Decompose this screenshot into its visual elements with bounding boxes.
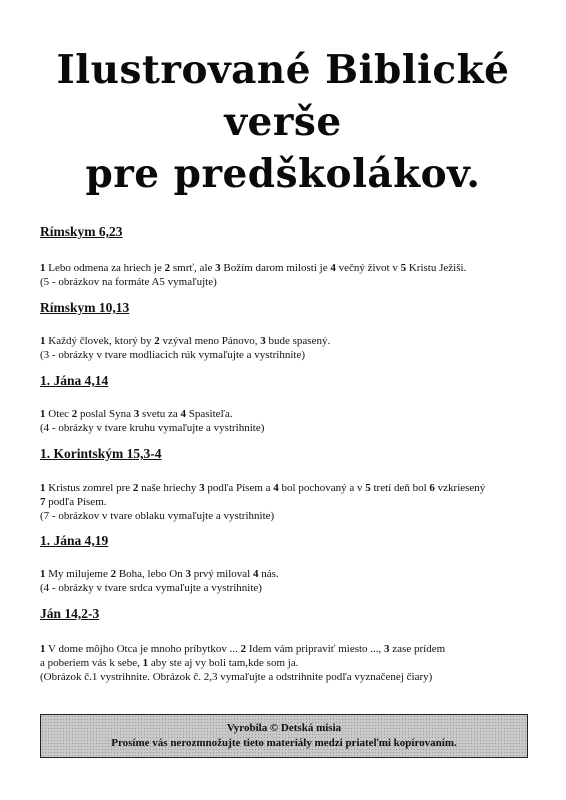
verse-line xyxy=(40,348,540,362)
footer-copy-notice: Prosíme vás nerozmnožujte tieto materiály medzi priateľmi kopírovaním. xyxy=(111,737,457,749)
verse-text: Kristus zomrel pre xyxy=(45,482,133,494)
verse-part-number: 3 xyxy=(185,568,191,580)
verse-text: Každý človek, ktorý by xyxy=(45,335,155,347)
verse-section xyxy=(40,300,540,362)
verse-part-number: 1 xyxy=(40,262,46,274)
verse-line xyxy=(40,407,540,421)
verse-body xyxy=(40,481,540,523)
verse-text: podľa Písem a xyxy=(204,482,274,494)
verse-body xyxy=(40,334,540,362)
verse-text: aby ste aj vy boli tam,kde som ja. xyxy=(148,657,299,669)
verse-text: bol pochovaný a v xyxy=(278,482,366,494)
verse-line xyxy=(40,481,540,495)
verse-line xyxy=(40,670,540,684)
verse-text: Lebo odmena za hriech je xyxy=(45,262,165,274)
footer-notice xyxy=(40,714,528,758)
verse-part-number: 3 xyxy=(199,482,205,494)
verse-text: bude spasený. xyxy=(265,335,331,347)
verse-text: Boha, lebo On xyxy=(116,568,186,580)
verse-part-number: 2 xyxy=(132,482,139,494)
verse-text: (5 - obrázkov na formáte A5 vymaľujte) xyxy=(40,276,217,288)
title-line-1: Ilustrované Biblické xyxy=(56,47,510,93)
verse-part-number: 1 xyxy=(40,482,46,494)
page-title xyxy=(0,44,566,200)
verse-line xyxy=(40,261,540,275)
verse-part-number: 1 xyxy=(40,335,46,347)
verse-part-number: 1 xyxy=(40,408,46,420)
verse-text: prvý miloval xyxy=(190,568,253,580)
verse-reference: Ján 14,2-3 xyxy=(40,606,100,621)
verse-part-number: 2 xyxy=(154,335,160,347)
verse-body xyxy=(40,261,540,289)
verse-text: tretí deň bol xyxy=(370,482,430,494)
verse-reference: 1. Jána 4,14 xyxy=(40,373,109,388)
verse-part-number: 2 xyxy=(240,643,247,655)
verse-line xyxy=(40,495,540,509)
verse-part-number: 3 xyxy=(215,262,221,274)
verse-text: Otec xyxy=(45,408,72,420)
verse-part-number: 2 xyxy=(71,408,78,420)
verse-section xyxy=(40,606,540,684)
verse-section xyxy=(40,224,540,289)
verse-text: Božím darom milosti je xyxy=(220,262,331,274)
verse-text: (3 - obrázky v tvare modliacich rúk vymaľujte a vystrihnite) xyxy=(40,349,306,361)
verse-text: smrť, ale xyxy=(170,262,216,274)
verse-reference: 1. Korintským 15,3-4 xyxy=(40,446,162,461)
verse-part-number: 7 xyxy=(40,496,46,508)
verse-part-number: 5 xyxy=(400,262,407,274)
verse-text: poslal Syna xyxy=(77,408,134,420)
verse-part-number: 5 xyxy=(365,482,371,494)
title-line-2: verše xyxy=(224,99,342,145)
verse-line xyxy=(40,581,540,595)
verse-reference: 1. Jána 4,19 xyxy=(40,533,109,548)
verse-line xyxy=(40,567,540,581)
verse-text: podľa Písem. xyxy=(45,496,107,508)
title-line-3: pre predškolákov. xyxy=(85,151,481,197)
verse-text: V dome môjho Otca je mnoho príbytkov ... xyxy=(45,643,241,655)
verse-body xyxy=(40,407,540,435)
verse-text: a poberiem vás k sebe, xyxy=(40,657,143,669)
verse-text: Idem vám pripraviť miesto ..., xyxy=(246,643,385,655)
verse-text: vzýval meno Pánovo, xyxy=(159,335,261,347)
verse-part-number: 2 xyxy=(110,568,117,580)
verse-line xyxy=(40,421,540,435)
verse-line xyxy=(40,509,540,523)
verse-text: (4 - obrázky v tvare kruhu vymaľujte a vystrihnite) xyxy=(40,422,265,434)
verse-part-number: 1 xyxy=(142,657,149,669)
verse-part-number: 1 xyxy=(40,643,46,655)
verse-part-number: 6 xyxy=(429,482,435,494)
verse-text: My milujeme xyxy=(45,568,111,580)
verse-body xyxy=(40,642,540,684)
verse-section xyxy=(40,446,540,523)
verse-text: svetu za xyxy=(139,408,181,420)
verse-reference: Rímskym 10,13 xyxy=(40,300,130,315)
verse-line xyxy=(40,275,540,289)
verse-text: zase prídem xyxy=(389,643,446,655)
verse-part-number: 4 xyxy=(180,408,187,420)
verse-section xyxy=(40,373,540,435)
verse-text: večný život v xyxy=(335,262,401,274)
verse-text: Spasiteľa. xyxy=(186,408,233,420)
verse-part-number: 3 xyxy=(260,335,266,347)
verse-text: Kristu Ježiši. xyxy=(406,262,467,274)
verse-text: (Obrázok č.1 vystrihnite. Obrázok č. 2,3 vymaľujte a odstrihnite podľa vyznačenej čiary) xyxy=(40,671,433,683)
verse-part-number: 1 xyxy=(40,568,46,580)
verse-part-number: 4 xyxy=(330,262,336,274)
verse-part-number: 3 xyxy=(384,643,390,655)
verse-body xyxy=(40,567,540,595)
verse-text: (7 - obrázkov v tvare oblaku vymaľujte a vystrihnite) xyxy=(40,510,275,522)
verse-text: vzkriesený xyxy=(434,482,486,494)
verse-line xyxy=(40,656,540,670)
verse-part-number: 4 xyxy=(252,568,259,580)
verse-line xyxy=(40,642,540,656)
verse-part-number: 2 xyxy=(164,262,171,274)
verse-line xyxy=(40,334,540,348)
verse-text: (4 - obrázky v tvare srdca vymaľujte a vystrihnite) xyxy=(40,582,262,594)
verse-section xyxy=(40,533,540,595)
verse-sections xyxy=(40,224,540,684)
verse-part-number: 3 xyxy=(133,408,140,420)
footer-credit: Vyrobila © Detská misia xyxy=(226,722,342,734)
verse-part-number: 4 xyxy=(273,482,279,494)
verse-text: nás. xyxy=(258,568,279,580)
verse-text: naše hriechy xyxy=(138,482,200,494)
verse-reference: Rímskym 6,23 xyxy=(40,224,123,239)
